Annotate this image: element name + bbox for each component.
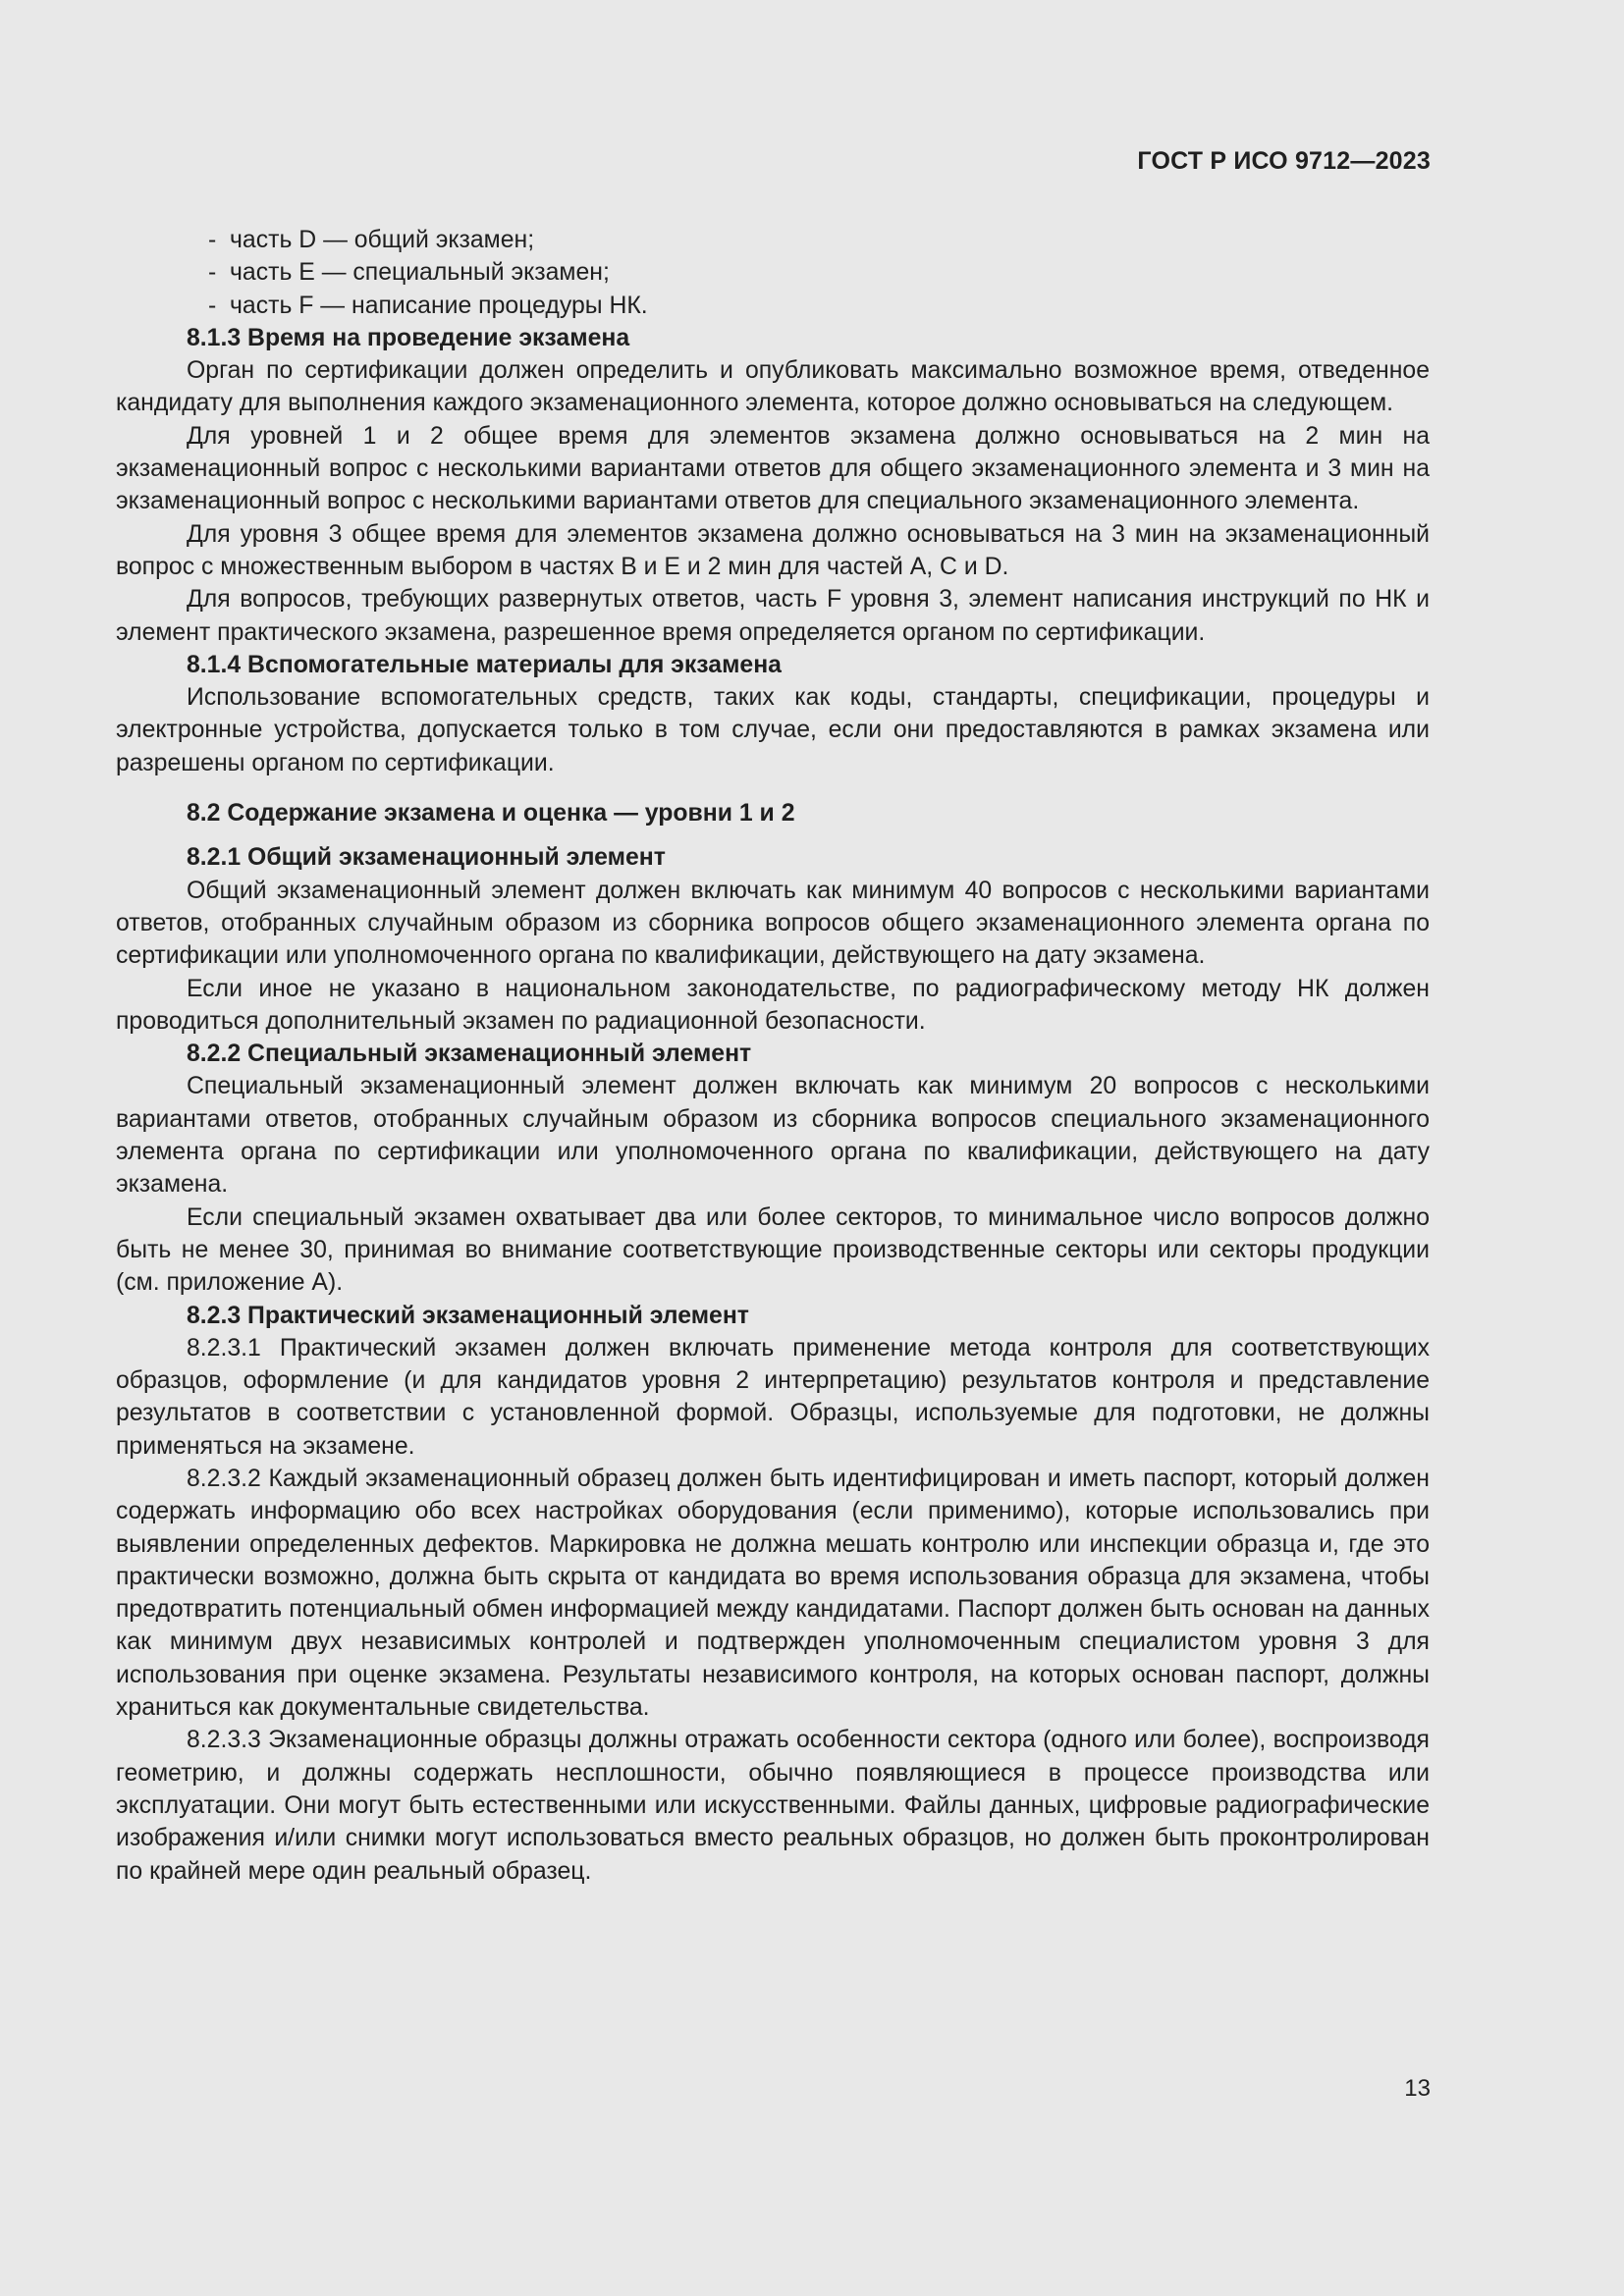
list-dash: - bbox=[208, 227, 217, 253]
exam-parts-list bbox=[116, 224, 1430, 322]
list-item bbox=[208, 290, 1430, 322]
paragraph: Для уровней 1 и 2 общее время для элементов экзамена должно основываться на 2 мин на экзаменационный вопрос с несколькими вариантами ответов для общего экзаменационного элемента и 3 мин на экзаменационный вопрос с несколькими вариантами ответов для специального экзаменационного элемента. bbox=[116, 422, 1430, 515]
paragraph: Если специальный экзамен охватывает два или более секторов, то минимальное число вопросов должно быть не менее 30, принимая во внимание соответствующие производственные секторы или секторы продукции (см. приложение А). bbox=[116, 1203, 1430, 1297]
list-item-text: часть E — специальный экзамен; bbox=[230, 259, 610, 287]
document-body bbox=[116, 224, 1430, 1888]
document-standard-id: ГОСТ Р ИСО 9712—2023 bbox=[1137, 147, 1431, 175]
paragraph: 8.2.3.1 Практический экзамен должен включать применение метода контроля для соответствующих образцов, оформление (и для кандидатов уровня 2 интерпретацию) результатов контроля и представление результатов в соответствии с установленной формой. Образцы, используемые для подготовки, не должны применяться на экзамене. bbox=[116, 1334, 1430, 1460]
paragraph: Если иное не указано в национальном законодательстве, по радиографическому методу НК должен проводиться дополнительный экзамен по радиационной безопасности. bbox=[116, 975, 1430, 1035]
section-heading-8-2-3: 8.2.3 Практический экзаменационный элемент bbox=[187, 1302, 749, 1329]
page-number: 13 bbox=[1404, 2075, 1431, 2102]
paragraph: 8.2.3.2 Каждый экзаменационный образец должен быть идентифицирован и иметь паспорт, который должен содержать информацию обо всех настройках оборудования (если применимо), которые использовались при выявлении определенных дефектов. Маркировка не должна мешать контролю или инспекции образца и, где это практически возможно, должна быть скрыта от кандидата во время использования образца для экзамена, чтобы предотвратить потенциальный обмен информацией между кандидатами. Паспорт должен быть основан на данных как минимум двух независимых контролей и подтвержден уполномоченным специалистом уровня 3 для использования при оценке экзамена. Результаты независимого контроля, на которых основан паспорт, должны храниться как документальные свидетельства. bbox=[116, 1465, 1430, 1722]
section-heading-8-1-3: 8.1.3 Время на проведение экзамена bbox=[187, 324, 630, 351]
paragraph: Общий экзаменационный элемент должен включать как минимум 40 вопросов с несколькими вариантами ответов, отобранных случайным образом из сборника вопросов общего экзаменационного элемента органа по сертификации или уполномоченного органа по квалификации, действующего на дату экзамена. bbox=[116, 877, 1430, 970]
section-heading-8-2-1: 8.2.1 Общий экзаменационный элемент bbox=[187, 844, 666, 872]
paragraph: Для вопросов, требующих развернутых ответов, часть F уровня 3, элемент написания инструкций по НК и элемент практического экзамена, разрешенное время определяется органом по сертификации. bbox=[116, 586, 1430, 646]
list-dash: - bbox=[208, 259, 217, 287]
list-item bbox=[208, 256, 1430, 289]
section-heading-8-2-2: 8.2.2 Специальный экзаменационный элемент bbox=[187, 1041, 752, 1068]
list-dash: - bbox=[208, 292, 217, 319]
list-item-text: часть F — написание процедуры НК. bbox=[230, 292, 648, 319]
paragraph: Специальный экзаменационный элемент должен включать как минимум 20 вопросов с несколькими вариантами ответов, отобранных случайным образом из сборника вопросов специального экзаменационного элемента органа по сертификации или уполномоченного органа по квалификации, действующего на дату экзамена. bbox=[116, 1073, 1430, 1199]
paragraph: Для уровня 3 общее время для элементов экзамена должно основываться на 3 мин на экзаменационный вопрос с множественным выбором в частях B и E и 2 мин для частей A, C и D. bbox=[116, 520, 1430, 580]
paragraph: 8.2.3.3 Экзаменационные образцы должны отражать особенности сектора (одного или более), воспроизводя геометрию, и должны содержать несплошности, обычно появляющиеся в процессе производства или эксплуатации. Они могут быть естественными или искусственными. Файлы данных, цифровые радиографические изображения и/или снимки могут использоваться вместо реальных образцов, но должен быть проконтролирован по крайней мере один реальный образец. bbox=[116, 1727, 1430, 1885]
section-heading-8-1-4: 8.1.4 Вспомогательные материалы для экзамена bbox=[187, 651, 782, 678]
list-item-text: часть D — общий экзамен; bbox=[230, 227, 535, 253]
list-item bbox=[208, 224, 1430, 256]
paragraph: Использование вспомогательных средств, таких как коды, стандарты, спецификации, процедуры и электронные устройства, допускается только в том случае, если они предоставляются в рамках экзамена или разрешены органом по сертификации. bbox=[116, 684, 1430, 776]
section-heading-8-2: 8.2 Содержание экзамена и оценка — уровни 1 и 2 bbox=[187, 800, 795, 828]
paragraph: Орган по сертификации должен определить и опубликовать максимально возможное время, отведенное кандидату для выполнения каждого экзаменационного элемента, которое должно основываться на следующем. bbox=[116, 357, 1430, 417]
